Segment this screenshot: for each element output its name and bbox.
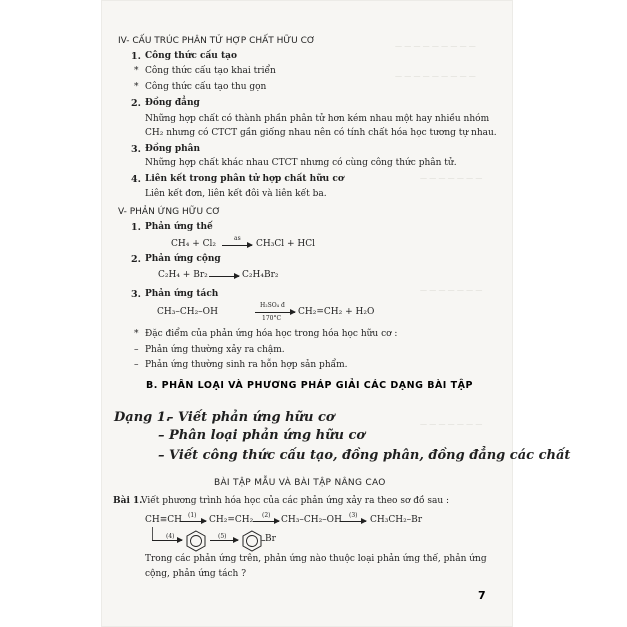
item-title: Phản ứng cộng (145, 254, 221, 264)
item-number: 3. (131, 144, 141, 155)
dang-line: – Viết công thức cấu tạo, đồng phân, đồng đẳng các chất (158, 448, 571, 463)
bullet-text: Công thức cấu tạo khai triển (145, 66, 276, 76)
scheme-compound: CH₂=CH₂ (209, 515, 254, 525)
scheme-step-label: (1) (188, 512, 197, 519)
substituent-label: Br (265, 534, 276, 544)
item-number: 4. (131, 174, 141, 185)
equation-reactants: CH₃–CH₂–OH (157, 307, 218, 317)
item-number: 1. (131, 222, 141, 233)
item-title: Đồng đẳng (145, 98, 200, 108)
equation-products: CH₂=CH₂ + H₂O (298, 307, 375, 317)
equation-products: CH₃Cl + HCl (256, 239, 315, 249)
scheme-arrow (152, 540, 182, 541)
benzene-ring-icon (185, 530, 207, 552)
bullet-star: * (134, 66, 139, 76)
dash-text: Phản ứng thường sinh ra hỗn hợp sản phẩm. (145, 360, 348, 370)
bullet-text: Công thức cấu tạo thu gọn (145, 82, 267, 92)
dang-line: – Phân loại phản ứng hữu cơ (158, 428, 366, 443)
reaction-arrow (222, 245, 252, 246)
reaction-condition: 170°C (262, 315, 282, 322)
scheme-arrow (210, 540, 238, 541)
bleed-through: — — — — — — — — — (395, 42, 476, 50)
page-number: 7 (478, 589, 486, 602)
dash-marker: – (134, 345, 139, 355)
scheme-branch-line (152, 527, 153, 540)
paragraph: CH₂ nhưng có CTCT gần giống nhau nên có tính chất hóa học tương tự nhau. (145, 128, 497, 138)
reaction-condition: H₂SO₄ đ (260, 302, 285, 309)
dang-line: – Viết phản ứng hữu cơ (167, 410, 335, 425)
dash-marker: – (134, 360, 139, 370)
exercise-text: Viết phương trình hóa học của các phản ứng xảy ra theo sơ đồ sau : (141, 496, 450, 506)
equation-reactants: CH₄ + Cl₂ (171, 239, 216, 249)
paragraph: Những hợp chất có thành phần phân tử hơn kém nhau một hay nhiều nhóm (145, 114, 490, 124)
item-title: Phản ứng tách (145, 289, 219, 299)
equation-products: C₂H₄Br₂ (242, 270, 279, 280)
bullet-star: * (134, 82, 139, 92)
scheme-step-label: (2) (262, 512, 271, 519)
scheme-compound: CH₃CH₂–Br (370, 515, 423, 525)
reaction-condition: as (234, 235, 241, 242)
reaction-arrow (209, 276, 239, 277)
bleed-through: — — — — — — — (420, 174, 483, 182)
item-title: Đồng phân (145, 144, 201, 154)
equation-reactants: C₂H₄ + Br₂ (158, 270, 208, 280)
exercise-label: Bài 1. (113, 496, 143, 506)
bleed-through: — — — — — — — — — (395, 72, 476, 80)
dash-text: Phản ứng thường xảy ra chậm. (145, 345, 285, 355)
section-iv-title: IV- CẤU TRÚC PHÂN TỬ HỢP CHẤT HỮU CƠ (118, 36, 316, 46)
item-number: 3. (131, 289, 141, 300)
scheme-compound: CH₃–CH₂–OH (281, 515, 342, 525)
scheme-arrow (253, 521, 279, 522)
bleed-through: — — — — — — — (420, 286, 483, 294)
scheme-step-label: (5) (218, 533, 227, 540)
subheading: BÀI TẬP MẪU VÀ BÀI TẬP NÂNG CAO (214, 478, 386, 488)
item-title: Phản ứng thế (145, 222, 213, 232)
bromobenzene-ring-icon (241, 530, 263, 552)
scheme-step-label: (3) (349, 512, 358, 519)
scheme-arrow (180, 521, 206, 522)
dang-label: Dạng 1. (114, 410, 171, 425)
item-number: 2. (131, 254, 141, 265)
item-title: Công thức cấu tạo (145, 51, 237, 61)
scheme-compound: CH≡CH (145, 515, 183, 525)
item-number: 2. (131, 98, 141, 109)
scheme-arrow (340, 521, 366, 522)
paragraph: Liên kết đơn, liên kết đôi và liên kết ba. (145, 189, 327, 199)
bullet-star: * (134, 329, 139, 339)
bleed-through: — — — — — — — (420, 420, 483, 428)
part-b-title: B. PHÂN LOẠI VÀ PHƯƠNG PHÁP GIẢI CÁC DẠNG BÀI TẬP (146, 380, 473, 391)
item-title: Liên kết trong phân tử hợp chất hữu cơ (145, 174, 344, 184)
item-number: 1. (131, 51, 141, 62)
question-text: cộng, phản ứng tách ? (145, 569, 247, 579)
scheme-step-label: (4) (166, 533, 175, 540)
question-text: Trong các phản ứng trên, phản ứng nào thuộc loại phản ứng thế, phản ứng (145, 554, 487, 564)
reaction-arrow (255, 312, 295, 313)
section-v-title: V- PHẢN ỨNG HỮU CƠ (118, 207, 221, 217)
note-text: Đặc điểm của phản ứng hóa học trong hóa học hữu cơ : (145, 329, 398, 339)
paragraph: Những hợp chất khác nhau CTCT nhưng có cùng công thức phân tử. (145, 158, 457, 168)
